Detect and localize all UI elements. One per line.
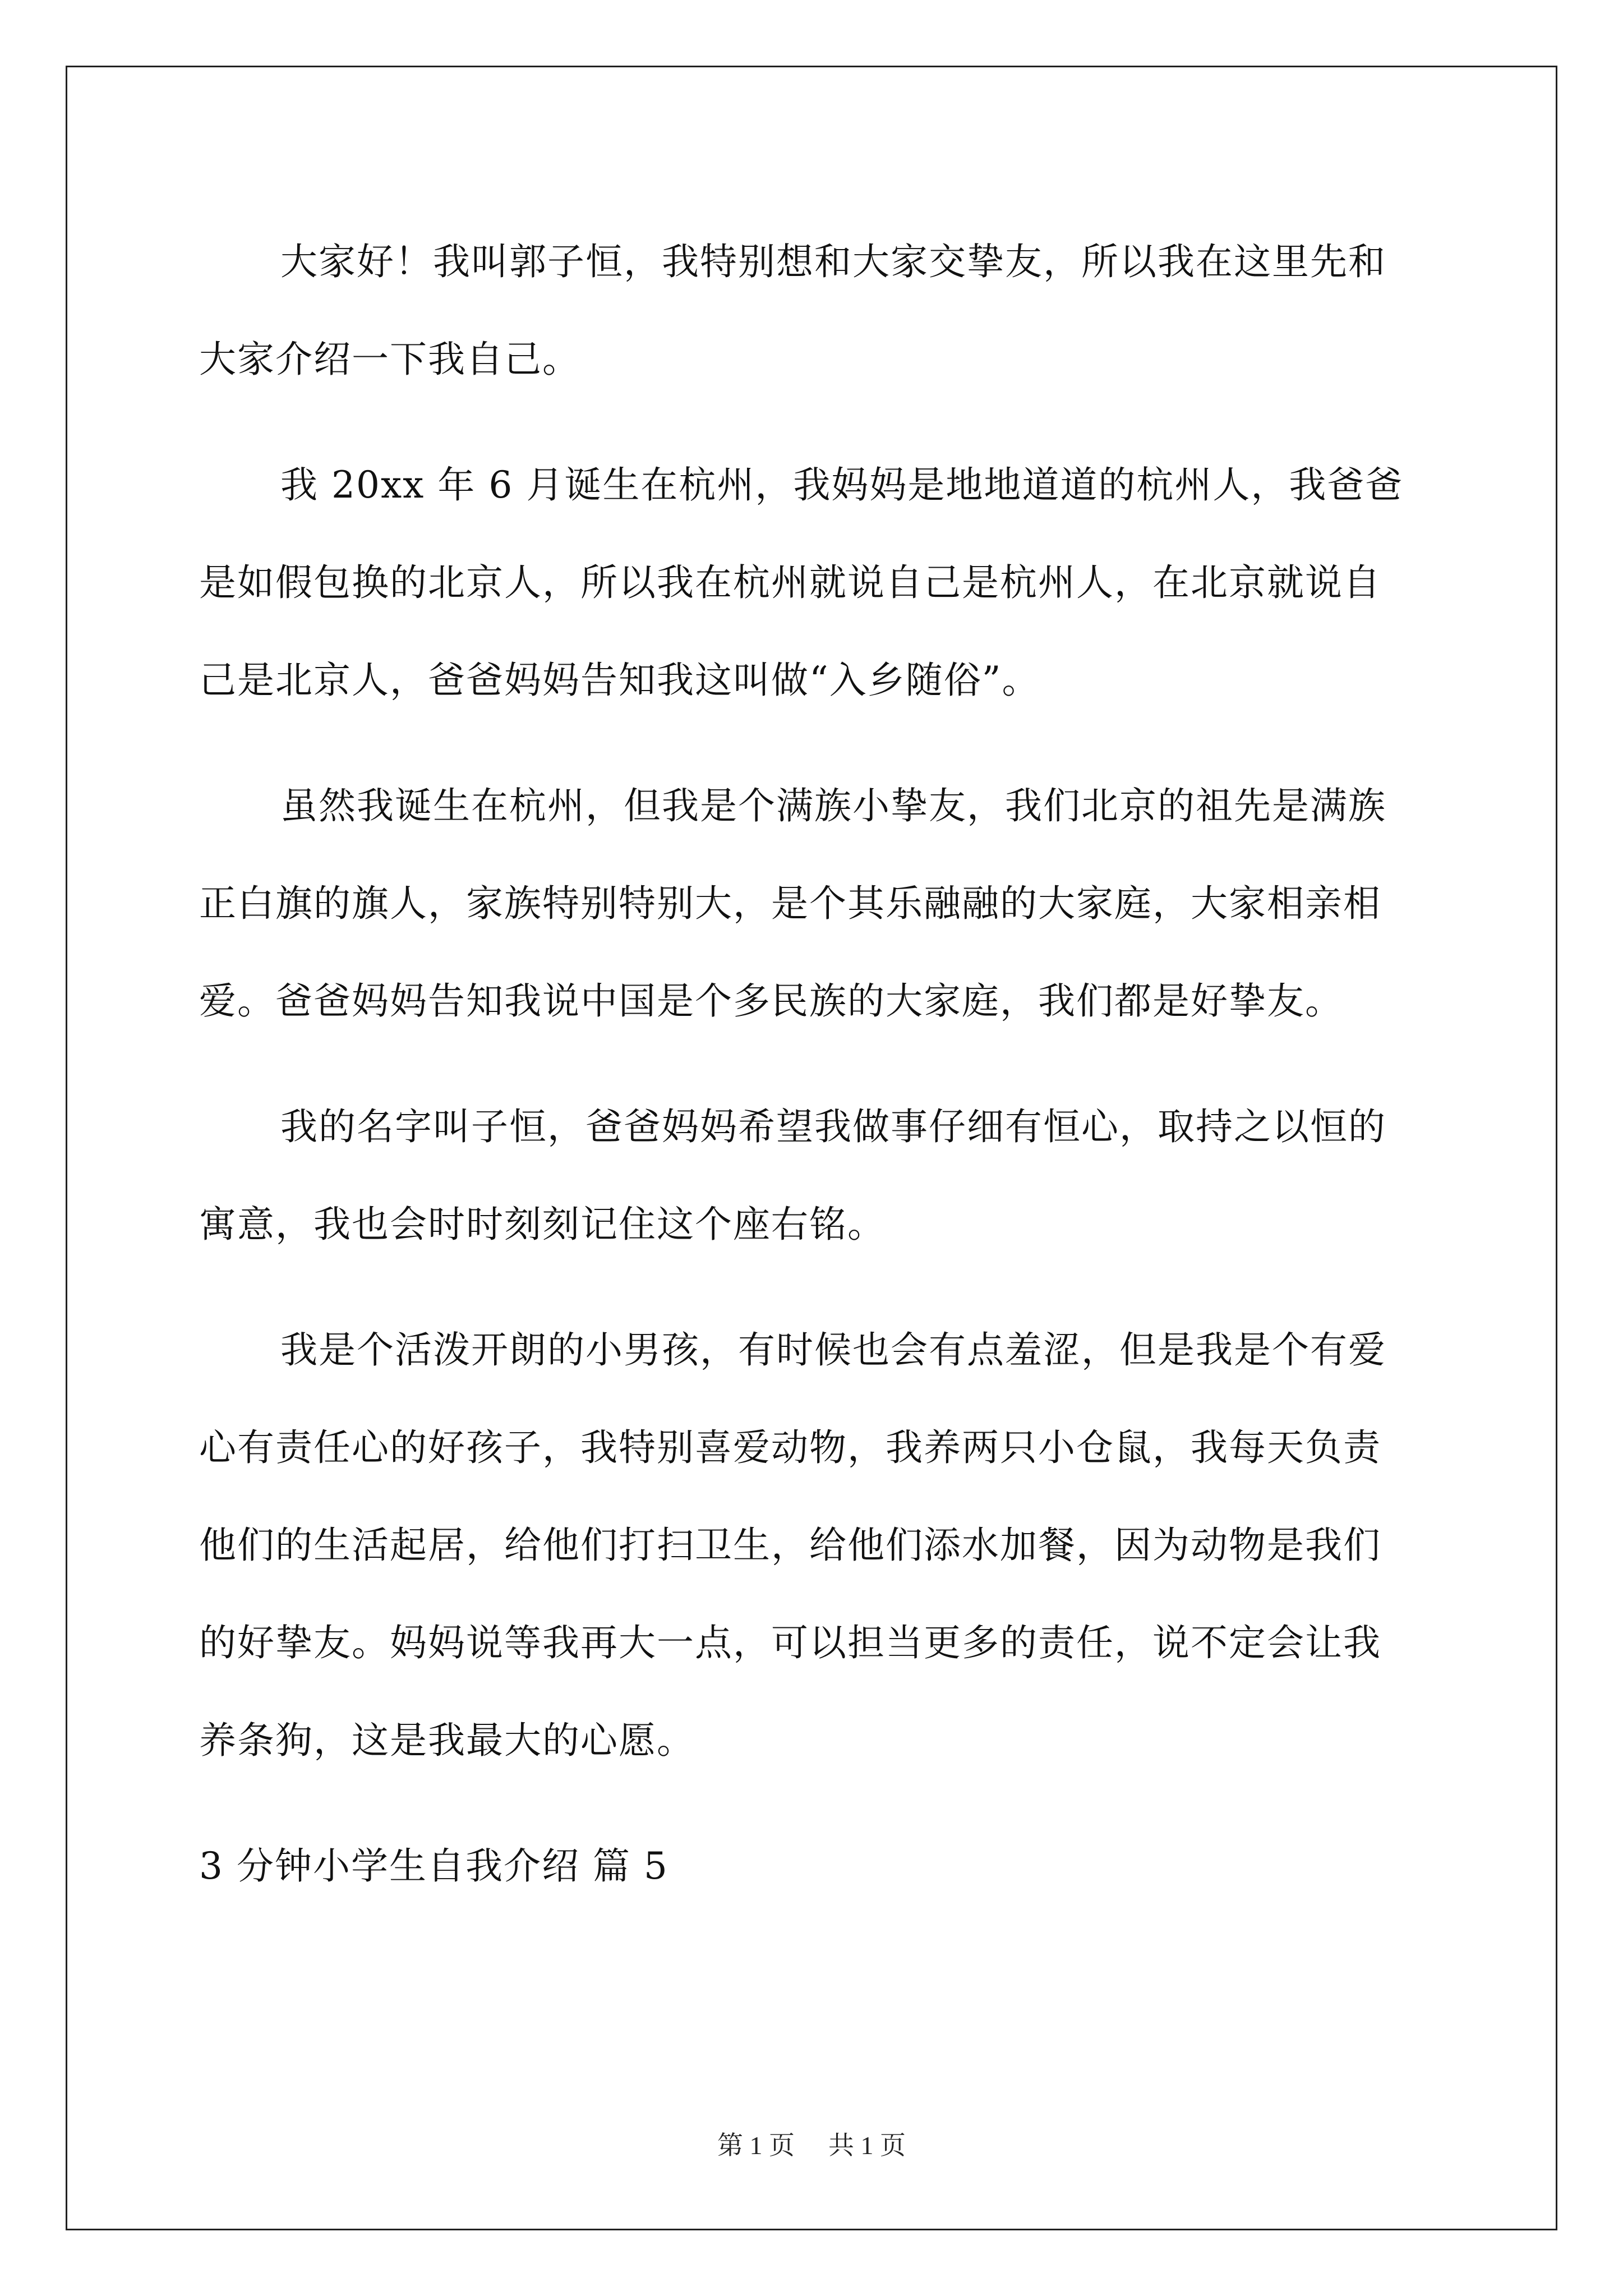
paragraph-5: 我是个活泼开朗的小男孩，有时候也会有点羞涩，但是我是个有爱心有责任心的好孩子，我特别喜爱动物，我养两只小仓鼠，我每天负责他们的生活起居，给他们打扫卫生，给他们添水加餐，因为动物是我们的好挚友。妈妈说等我再大一点，可以担当更多的责任，说不定会让我养条狗，这是我最大的心愿。 bbox=[199, 1328, 1386, 1762]
page-number: 第 1 页 bbox=[717, 2131, 795, 2160]
document-body bbox=[199, 213, 1419, 1915]
paragraph-2: 我 20xx 年 6 月诞生在杭州，我妈妈是地地道道的杭州人，我爸爸是如假包换的北京人，所以我在杭州就说自己是杭州人，在北京就说自己是北京人，爸爸妈妈告知我这叫做“入乡随俗”。 bbox=[199, 463, 1404, 702]
paragraph-1: 大家好！我叫郭子恒，我特别想和大家交挚友，所以我在这里先和大家介绍一下我自己。 bbox=[199, 240, 1386, 381]
page-footer bbox=[0, 2129, 1623, 2162]
paragraph-4: 我的名字叫子恒，爸爸妈妈希望我做事仔细有恒心，取持之以恒的寓意，我也会时时刻刻记住这个座右铭。 bbox=[199, 1105, 1386, 1246]
page-total: 共 1 页 bbox=[828, 2131, 906, 2160]
paragraph-3: 虽然我诞生在杭州，但我是个满族小挚友，我们北京的祖先是满族正白旗的旗人，家族特别特别大，是个其乐融融的大家庭，大家相亲相爱。爸爸妈妈告知我说中国是个多民族的大家庭，我们都是好挚友。 bbox=[199, 784, 1386, 1023]
section-heading: 3 分钟小学生自我介绍 篇 5 bbox=[199, 1844, 668, 1888]
